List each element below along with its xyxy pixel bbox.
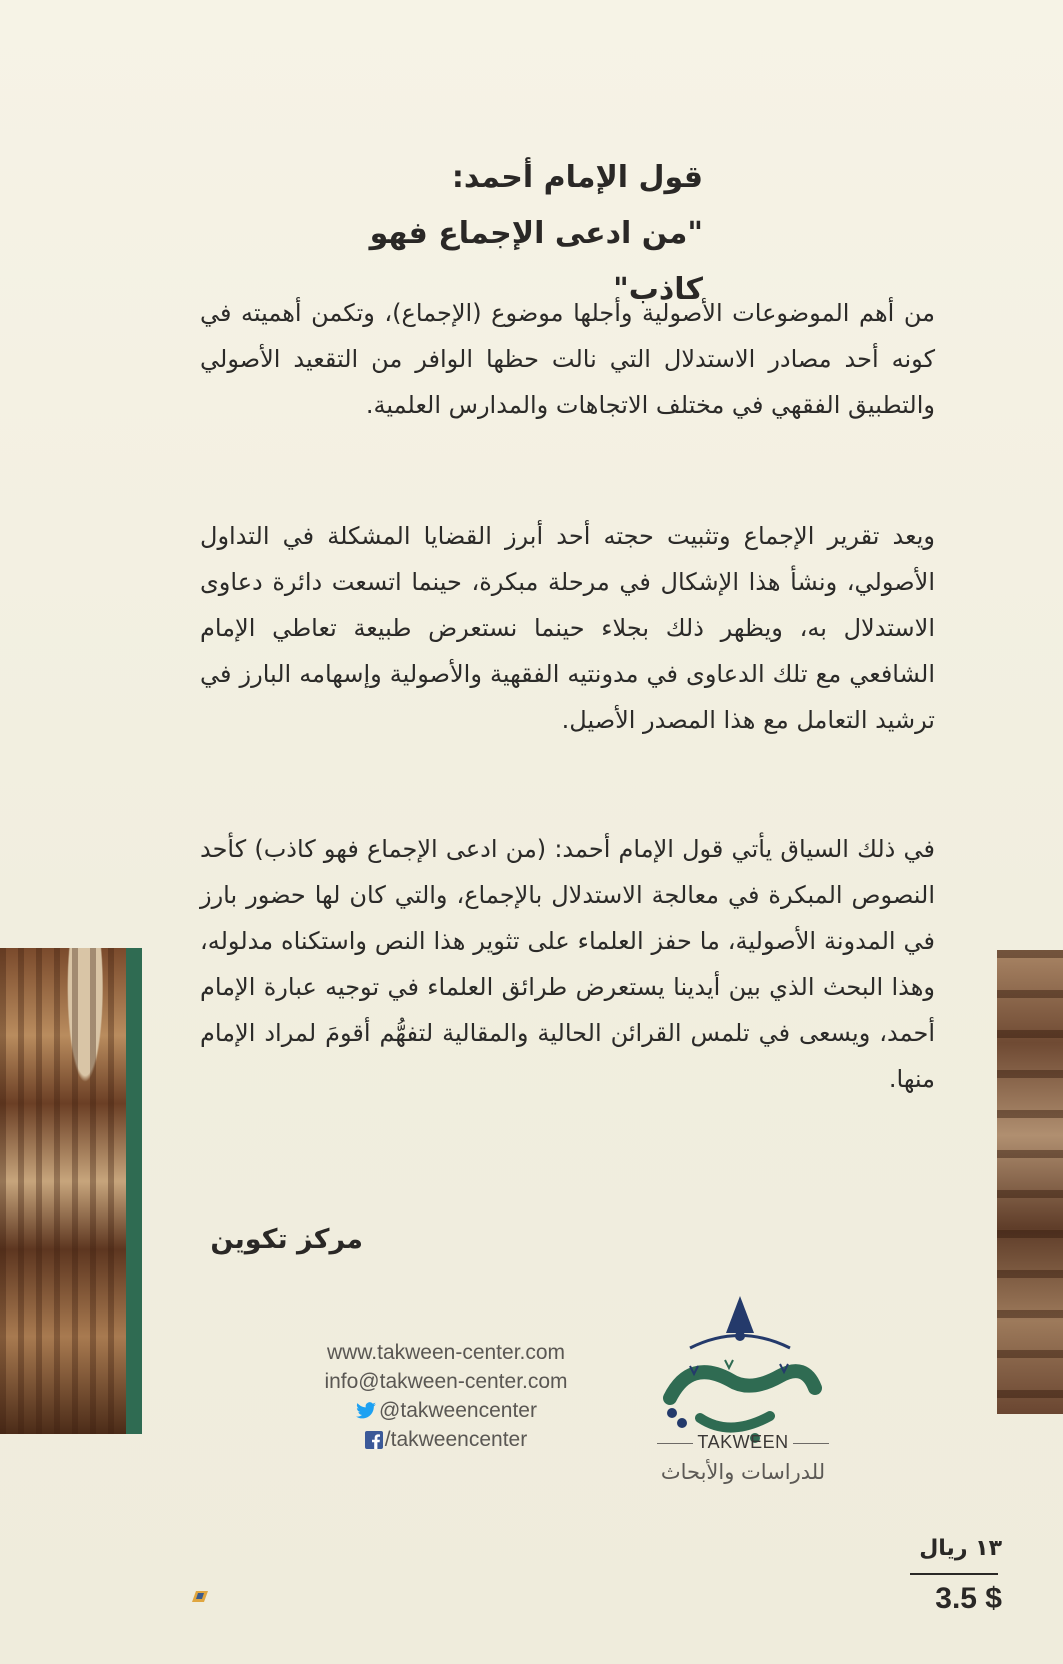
price-usd: 3.5 $	[935, 1582, 1002, 1615]
decorative-ornament-left	[0, 948, 142, 1434]
twitter-row[interactable]	[286, 1396, 606, 1425]
publisher-signature: مركز تكوين	[210, 1224, 363, 1255]
logo-rule-right	[793, 1443, 829, 1444]
paragraph-context	[200, 826, 935, 1102]
title-line-2: "من ادعى الإجماع فهو كاذب"	[369, 216, 703, 307]
decorative-ornament-right	[997, 950, 1063, 1414]
twitter-icon	[355, 1402, 377, 1420]
twitter-handle: @takweencenter	[379, 1399, 537, 1422]
website-link[interactable]: www.takween-center.com	[326, 1341, 566, 1364]
contact-block	[286, 1338, 606, 1454]
logo-latin-text: TAKWEEN	[697, 1432, 789, 1452]
paragraph-text: في ذلك السياق يأتي قول الإمام أحمد: (من ادعى الإجماع فهو كاذب) كأحد النصوص المبكرة في معالجة الاستدلال بالإجماع، والتي كان لها حضور بارز في المدونة الأصولية، ما حفز العلماء على تثوير هذا النص واستكناه مدلوله، وهذا البحث الذي بين أيدينا يستعرض طرائق العلماء في توجيه عبارة الإمام أحمد، ويسعى في تلمس القرائن الحالية والمقالية لتفهُّم أقومَ لمراد الإمام منها.	[200, 835, 935, 1093]
title-line-1: قول الإمام أحمد:	[451, 160, 703, 195]
facebook-row[interactable]	[286, 1425, 606, 1454]
paragraph-text: من أهم الموضوعات الأصولية وأجلها موضوع (الإجماع)، وتكمن أهميته في كونه أحد مصادر الاستدلال التي نالت حظها الوافر من التقعيد الأصولي والتطبيق الفقهي في مختلف الاتجاهات والمدارس العلمية.	[200, 299, 935, 419]
price-sar: ١٣ ريال	[919, 1536, 1002, 1561]
facebook-handle: /takweencenter	[384, 1428, 528, 1451]
logo-latin-label	[648, 1432, 838, 1453]
paragraph-text: ويعد تقرير الإجماع وتثبيت حجته أحد أبرز القضايا المشكلة في التداول الأصولي، ونشأ هذا الإشكال في مرحلة مبكرة، حينما اتسعت دائرة دعاوى الاستدلال به، ويظهر ذلك بجلاء حينما نستعرض طبيعة تعاطي الإمام الشافعي مع تلك الدعاوى في مدونتيه الفقهية والأصولية وإسهامه البارز في ترشيد التعامل مع هذا المصدر الأصيل.	[200, 522, 935, 734]
logo-rule-left	[657, 1443, 693, 1444]
price-divider	[910, 1573, 998, 1575]
paragraph-problem	[200, 513, 935, 743]
paragraph-intro	[200, 290, 935, 428]
facebook-icon	[365, 1431, 383, 1449]
logo-subtitle: للدراسات والأبحاث	[660, 1460, 826, 1484]
designer-credit-logo	[138, 1590, 210, 1604]
takween-logo-icon	[630, 1288, 850, 1488]
email-link[interactable]: info@takween-center.com	[324, 1370, 568, 1393]
green-frame-stripe	[126, 948, 142, 1434]
